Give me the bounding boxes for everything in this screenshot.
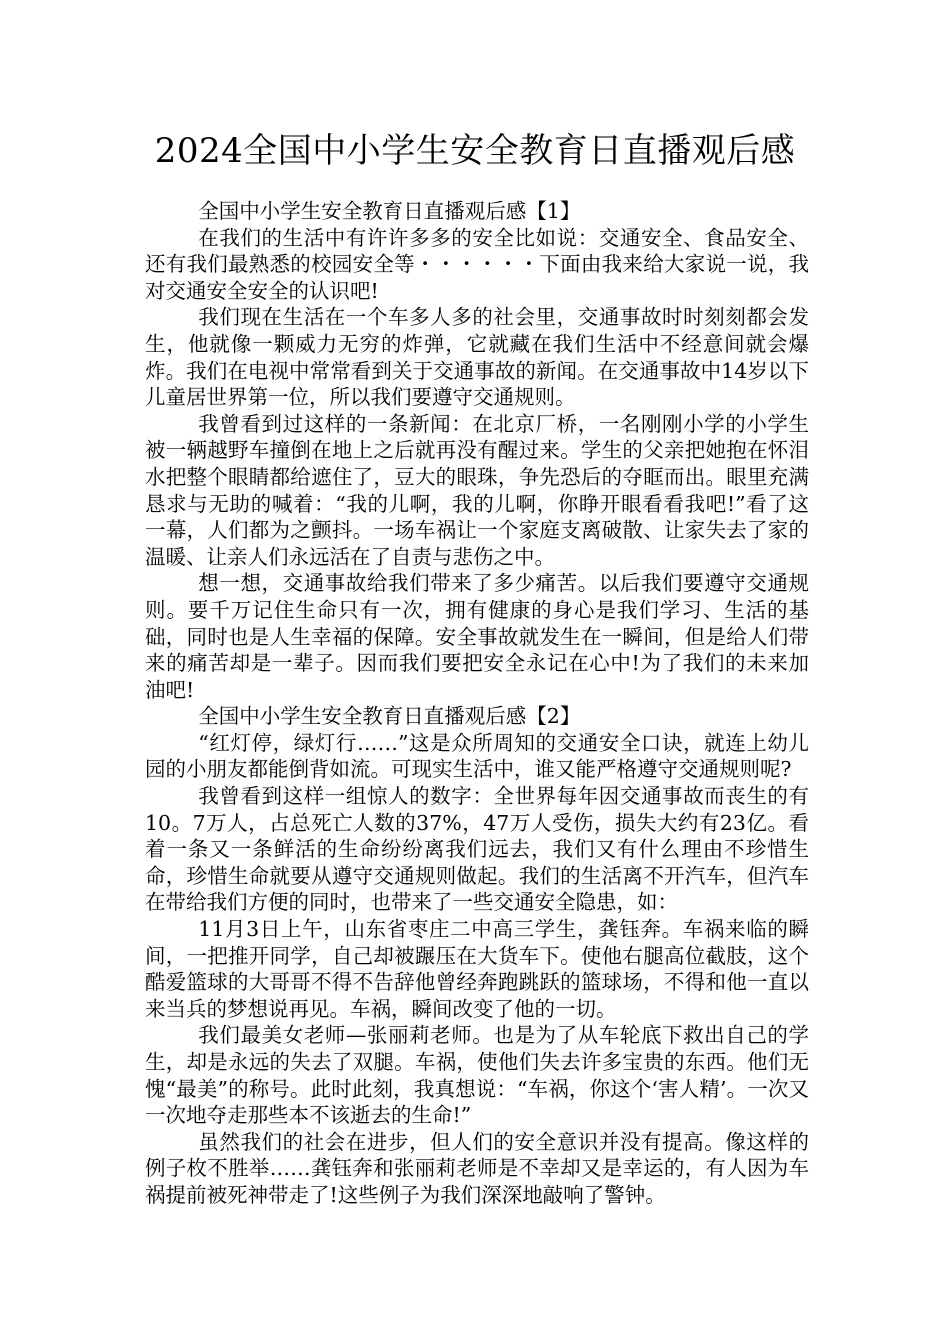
paragraph: “红灯停，绿灯行……”这是众所周知的交通安全口诀，就连上幼儿园的小朋友都能倒背如流。可现实生活中，谁又能严格遵守交通规则呢?: [145, 730, 809, 782]
section-heading-1: 全国中小学生安全教育日直播观后感【1】: [198, 199, 581, 223]
paragraph: 我曾看到过这样的一条新闻：在北京厂桥，一名刚刚小学的小学生被一辆越野车撞倒在地上之后就再没有醒过来。学生的父亲把她抱在怀泪水把整个眼睛都给遮住了，豆大的眼珠，争先恐后的夺眶而出。眼里充满恳求与无助的喊着：“我的儿啊，我的儿啊，你睁开眼看看我吧!”看了这一幕，人们都为之颤抖。一场车祸让一个家庭支离破散、让家失去了家的温暖、让亲人们永远活在了自责与悲伤之中。: [145, 411, 809, 569]
document-body: [145, 198, 809, 1209]
section-heading-2: 全国中小学生安全教育日直播观后感【2】: [198, 704, 581, 729]
document-title: 2024全国中小学生安全教育日直播观后感: [154, 131, 796, 171]
paragraph: 在我们的生活中有许许多多的安全比如说：交通安全、食品安全、还有我们最熟悉的校园安全等・・・・・・下面由我来给大家说一说，我对交通安全安全的认识吧!: [145, 225, 809, 303]
paragraph: 想一想，交通事故给我们带来了多少痛苦。以后我们要遵守交通规则。要千万记住生命只有一次，拥有健康的身心是我们学习、生活的基础，同时也是人生幸福的保障。安全事故就发生在一瞬间，但是给人们带来的痛苦却是一辈子。因而我们要把安全永记在心中!为了我们的未来加油吧!: [145, 571, 809, 702]
paragraph: 我曾看到这样一组惊人的数字：全世界每年因交通事故而丧生的有10。7万人，占总死亡人数的37%，47万人受伤，损失大约有23亿。看着一条又一条鲜活的生命纷纷离我们远去，我们又有什么理由不珍惜生命，珍惜生命就要从遵守交通规则做起。我们的生活离不开汽车，但汽车在带给我们方便的同时，也带来了一些交通安全隐患，如：: [145, 784, 809, 915]
paragraph: 11月3日上午，山东省枣庄二中高三学生，龚钰奔。车祸来临的瞬间，一把推开同学，自己却被蹍压在大货车下。使他右腿高位截肢，这个酷爱篮球的大哥哥不得不告辞他曾经奔跑跳跃的篮球场，不得和他一直以来当兵的梦想说再见。车祸，瞬间改变了他的一切。: [145, 917, 809, 1021]
paragraph: 虽然我们的社会在进步，但人们的安全意识并没有提高。像这样的例子枚不胜举……龚钰奔和张丽莉老师是不幸却又是幸运的，有人因为车祸提前被死神带走了!这些例子为我们深深地敲响了警钟。: [145, 1129, 809, 1207]
paragraph: 我们现在生活在一个车多人多的社会里，交通事故时时刻刻都会发生，他就像一颗威力无穷的炸弹，它就藏在我们生活中不经意间就会爆炸。我们在电视中常常看到关于交通事故的新闻。在交通事故中14岁以下儿童居世界第一位，所以我们要遵守交通规则。: [145, 305, 809, 410]
paragraph: 我们最美女老师—张丽莉老师。也是为了从车轮底下救出自己的学生，却是永远的失去了双腿。车祸，使他们失去许多宝贵的东西。他们无愧“最美”的称号。此时此刻，我真想说：“车祸，你这个‘害人精’。一次又一次地夺走那些本不该逝去的生命!”: [145, 1023, 809, 1128]
